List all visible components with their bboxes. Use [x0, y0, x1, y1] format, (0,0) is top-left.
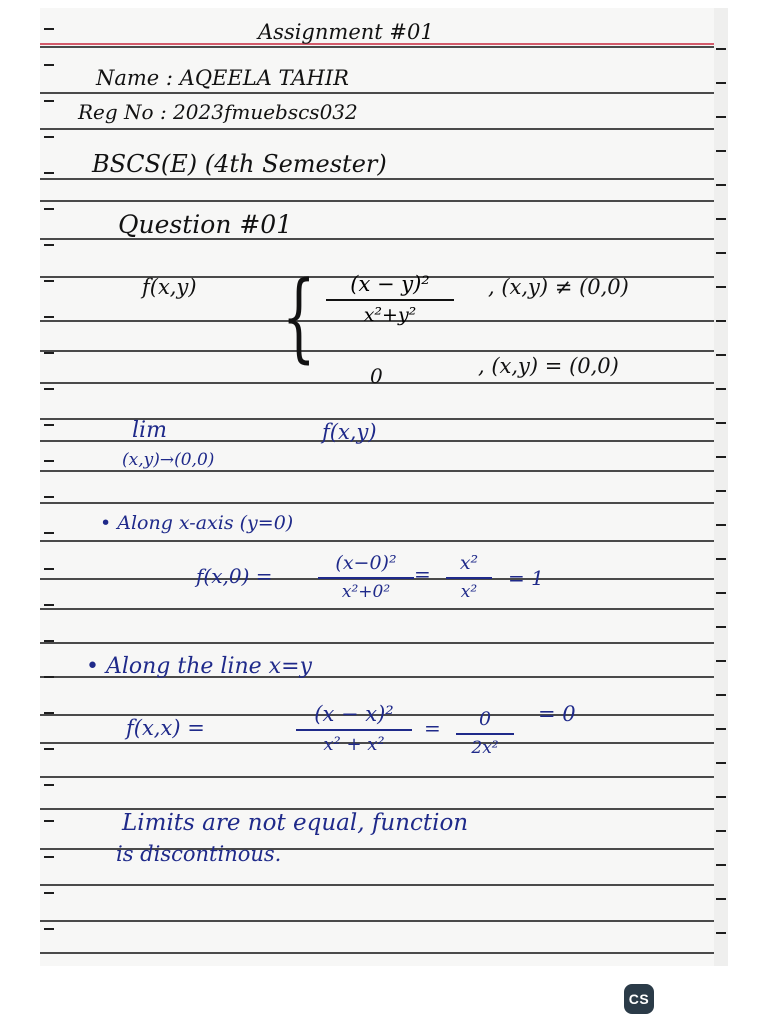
edge-tick — [716, 932, 726, 934]
margin-tick — [44, 748, 54, 750]
conclusion-line-2: is discontinous. — [116, 842, 282, 866]
edge-tick — [716, 354, 726, 356]
margin-tick — [44, 100, 54, 102]
margin-tick — [44, 928, 54, 930]
along-x-result: = 1 — [508, 566, 544, 590]
fraction-bar — [326, 299, 454, 301]
along-x-denominator-2: x² — [460, 582, 478, 602]
edge-tick — [716, 864, 726, 866]
along-line-numerator-2: 0 — [478, 708, 492, 730]
limit-function: f(x,y) — [322, 420, 377, 444]
edge-tick — [716, 694, 726, 696]
along-line-equals: = — [424, 716, 441, 740]
edge-tick — [716, 422, 726, 424]
edge-tick — [716, 728, 726, 730]
ruled-line — [40, 46, 714, 48]
conclusion-line-1: Limits are not equal, function — [122, 810, 469, 836]
along-line-lhs: f(x,x) = — [126, 716, 205, 740]
margin-tick — [44, 892, 54, 894]
camscanner-logo: CS — [624, 984, 654, 1014]
ruled-line — [40, 608, 714, 610]
edge-tick — [716, 558, 726, 560]
ruled-line — [40, 884, 714, 886]
edge-tick — [716, 388, 726, 390]
edge-tick — [716, 524, 726, 526]
margin-tick — [44, 712, 54, 714]
ruled-line — [40, 502, 714, 504]
along-line-denominator-2: 2x² — [471, 738, 499, 758]
ruled-line — [40, 540, 714, 542]
case2-value: 0 — [370, 364, 383, 388]
margin-tick — [44, 280, 54, 282]
along-x-fraction — [318, 552, 414, 602]
along-line-denominator: x² + x² — [323, 734, 385, 755]
ruled-line — [40, 920, 714, 922]
edge-tick — [716, 898, 726, 900]
edge-tick — [716, 320, 726, 322]
along-x-heading: • Along x-axis (y=0) — [100, 512, 294, 534]
ruled-line — [40, 470, 714, 472]
student-name: Name : AQEELA TAHIR — [96, 66, 349, 90]
margin-tick — [44, 640, 54, 642]
along-line-numerator: (x − x)² — [314, 702, 394, 726]
program-semester: BSCS(E) (4th Semester) — [92, 150, 387, 178]
edge-tick — [716, 660, 726, 662]
ruled-line — [40, 776, 714, 778]
case1-denominator: x²+y² — [363, 304, 417, 326]
margin-tick — [44, 604, 54, 606]
registration-number: Reg No : 2023fmuebscs032 — [78, 100, 358, 124]
edge-tick — [716, 456, 726, 458]
along-line-heading: • Along the line x=y — [86, 654, 312, 679]
margin-tick — [44, 568, 54, 570]
edge-tick — [716, 286, 726, 288]
edge-tick — [716, 762, 726, 764]
page-edge — [714, 8, 728, 966]
edge-tick — [716, 490, 726, 492]
question-label: Question #01 — [118, 210, 293, 239]
ruled-line — [40, 350, 714, 352]
margin-tick — [44, 676, 54, 678]
edge-tick — [716, 48, 726, 50]
margin-tick — [44, 352, 54, 354]
case1-condition: , (x,y) ≠ (0,0) — [488, 275, 629, 299]
piecewise-brace: { — [282, 261, 316, 373]
ruled-line — [40, 92, 714, 94]
edge-tick — [716, 116, 726, 118]
edge-tick — [716, 252, 726, 254]
ruled-line — [40, 952, 714, 954]
ruled-line — [40, 642, 714, 644]
edge-tick — [716, 82, 726, 84]
margin-tick — [44, 64, 54, 66]
fraction-bar — [456, 733, 514, 735]
margin-tick — [44, 460, 54, 462]
fraction-bar — [318, 577, 414, 579]
along-x-denominator: x²+0² — [341, 582, 391, 602]
margin-tick — [44, 208, 54, 210]
along-x-numerator-2: x² — [459, 552, 479, 574]
edge-tick — [716, 218, 726, 220]
case2-condition: , (x,y) = (0,0) — [478, 354, 619, 378]
along-x-fraction-2 — [446, 552, 492, 602]
margin-tick — [44, 820, 54, 822]
case1-fraction — [326, 272, 454, 326]
along-x-numerator: (x−0)² — [335, 552, 397, 574]
margin-tick — [44, 316, 54, 318]
margin-tick — [44, 856, 54, 858]
margin-tick — [44, 136, 54, 138]
ruled-line — [40, 178, 714, 180]
edge-tick — [716, 796, 726, 798]
edge-tick — [716, 150, 726, 152]
edge-tick — [716, 626, 726, 628]
edge-tick — [716, 830, 726, 832]
limit-word: lim — [132, 418, 167, 443]
margin-tick — [44, 28, 54, 30]
margin-tick — [44, 424, 54, 426]
assignment-title: Assignment #01 — [258, 20, 434, 44]
along-line-fraction-2 — [456, 708, 514, 758]
margin-tick — [44, 172, 54, 174]
along-line-fraction — [296, 702, 412, 755]
function-lhs: f(x,y) — [142, 275, 197, 299]
ruled-line — [40, 128, 714, 130]
fraction-bar — [296, 729, 412, 731]
margin-tick — [44, 784, 54, 786]
limit-subscript: (x,y)→(0,0) — [122, 450, 215, 470]
along-line-result: = 0 — [538, 702, 576, 726]
margin-tick — [44, 244, 54, 246]
along-x-equals: = — [414, 562, 431, 586]
edge-tick — [716, 184, 726, 186]
margin-tick — [44, 388, 54, 390]
edge-tick — [716, 592, 726, 594]
ruled-line — [40, 200, 714, 202]
margin-tick — [44, 532, 54, 534]
case1-numerator: (x − y)² — [350, 272, 430, 296]
margin-tick — [44, 496, 54, 498]
fraction-bar — [446, 577, 492, 579]
along-x-lhs: f(x,0) = — [196, 564, 273, 588]
